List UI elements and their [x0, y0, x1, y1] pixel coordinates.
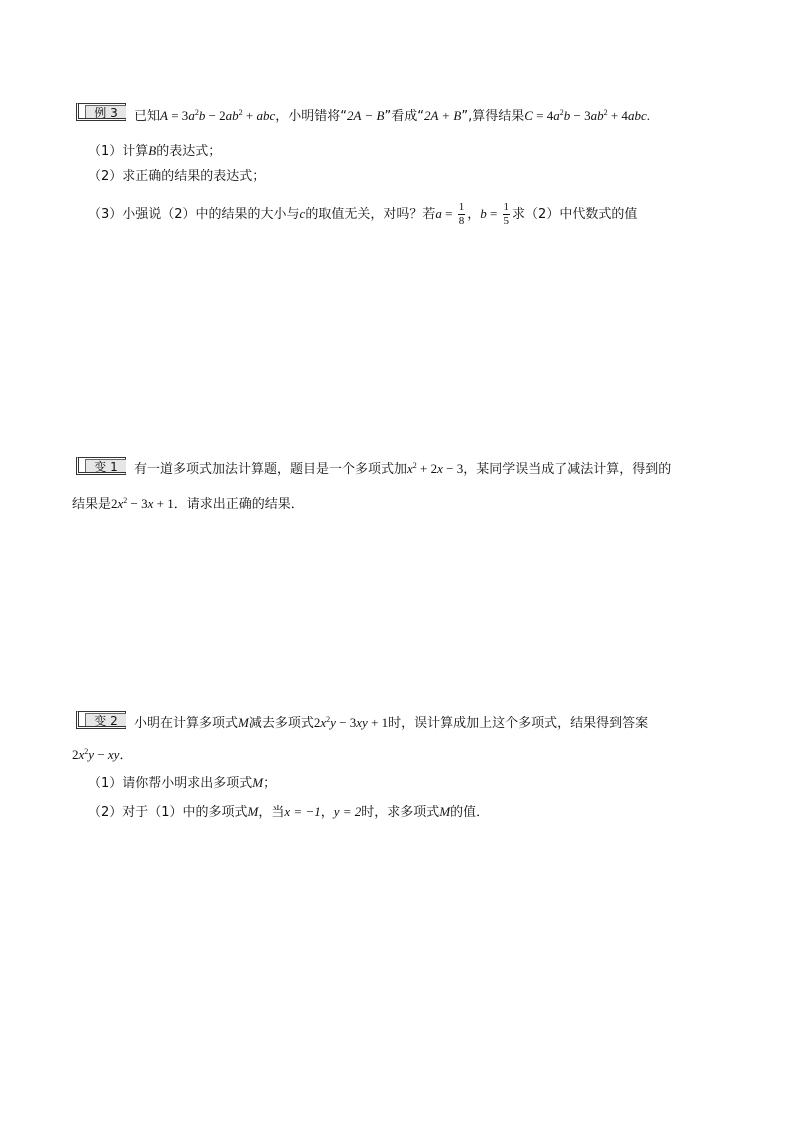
example-3-question-1	[88, 141, 221, 162]
v2-q2-text-2: ，当	[258, 805, 285, 820]
var-B: B	[148, 143, 157, 158]
var-b: b	[480, 206, 487, 221]
variant-1-tag	[76, 457, 126, 475]
v2-q2-text-5: 的值．	[450, 805, 490, 820]
seen-expr: 2A + B	[423, 108, 462, 123]
var-M-q1: M	[252, 775, 264, 790]
var-M-q2b: M	[439, 804, 451, 819]
v1-text-4: ．请求出正确的结果．	[173, 497, 304, 512]
variant-1-line-2: 结果是$2x^2 - 3x + 1$．请求出正确的结果．	[72, 496, 304, 512]
var-M: M	[238, 715, 249, 730]
variant-2-question-2	[88, 802, 489, 823]
v1-text-3: 结果是	[72, 497, 112, 512]
v2-text-2: 减去多项式	[248, 716, 314, 731]
var-a: a	[435, 206, 442, 221]
example-3-question-3: （3）小强说（2）中的结果的大小与c的取值无关，对吗？若a = $\frac{1}{8}$ ，b = $\frac{1}{5}$ 求（2）中代数式的值	[88, 201, 638, 227]
v2-text: 小明在计算多项式	[134, 716, 239, 731]
separator: ，	[467, 207, 481, 222]
variant-2-line-2: $2x^2y$ − xy．	[72, 747, 133, 763]
v1-text-2: ，某同学误当成了减法计算，得到的	[463, 462, 672, 477]
example-3-tag-label: 例 3	[85, 105, 126, 118]
variant-2-tag-label: 变 2	[85, 713, 126, 726]
example-3-tag	[76, 103, 126, 121]
intro-text-3: ”看成“	[384, 109, 424, 124]
variant-2-line-1: 小明在计算多项式M减去多项式$2x^2y - 3xy + 1$时，误计算成加上这个多项式，结果得到答案	[134, 715, 649, 731]
v2-q1-text: （1）请你帮小明求出多项式	[88, 776, 253, 791]
v2-text-4: ．	[119, 748, 133, 763]
v2-q2-text-4: 时，求多项式	[361, 805, 440, 820]
var-A: A	[160, 108, 168, 123]
variant-2-tag	[76, 711, 126, 729]
v1-text: 有一道多项式加法计算题，题目是一个多项式加	[134, 462, 408, 477]
intro-text-4: ”,算得结果	[461, 109, 525, 124]
fraction-a: $\frac{1}{8}$	[458, 201, 465, 227]
intro-text-2: ，小明错将“	[275, 109, 348, 124]
q3-text-3: 求（2）中代数式的值	[512, 207, 638, 222]
variant-2-question-1	[88, 773, 276, 794]
v2-q1-text-2: ；	[263, 776, 277, 791]
example-3-statement: 已知$A = 3a^2b - 2ab^2$ + abc，小明错将“2A − B”看成“2A + B”,算得结果$C = 4a^2b - 3ab^2 + 4abc$.	[134, 108, 650, 124]
variant-1-line-1: 有一道多项式加法计算题，题目是一个多项式加$x^2 + 2x - 3$，某同学误当成了减法计算，得到的	[134, 461, 672, 477]
x-value: x = −1	[284, 804, 321, 819]
v2-text-3: 时，误计算成加上这个多项式，结果得到答案	[388, 716, 649, 731]
q1-text-2: 的表达式；	[156, 144, 222, 159]
var-c: c	[299, 206, 306, 221]
intro-text: 已知	[134, 109, 161, 124]
q3-text-2: 的取值无关，对吗？若	[305, 207, 436, 222]
example-3-question-2: （2）求正确的结果的表达式；	[88, 169, 266, 184]
variant-1-tag-label: 变 1	[85, 459, 126, 472]
wrong-expr: 2A − B	[347, 108, 385, 123]
var-C: C	[524, 108, 533, 123]
q1-text: （1）计算	[88, 144, 149, 159]
q3-text: （3）小强说（2）中的结果的大小与	[88, 207, 300, 222]
fraction-b: $\frac{1}{5}$	[503, 201, 510, 227]
v2-q2-text-3: ，	[320, 805, 334, 820]
var-M-q2: M	[247, 804, 259, 819]
y-value: y = 2	[333, 804, 362, 819]
v2-q2-text: （2）对于（1）中的多项式	[88, 805, 248, 820]
